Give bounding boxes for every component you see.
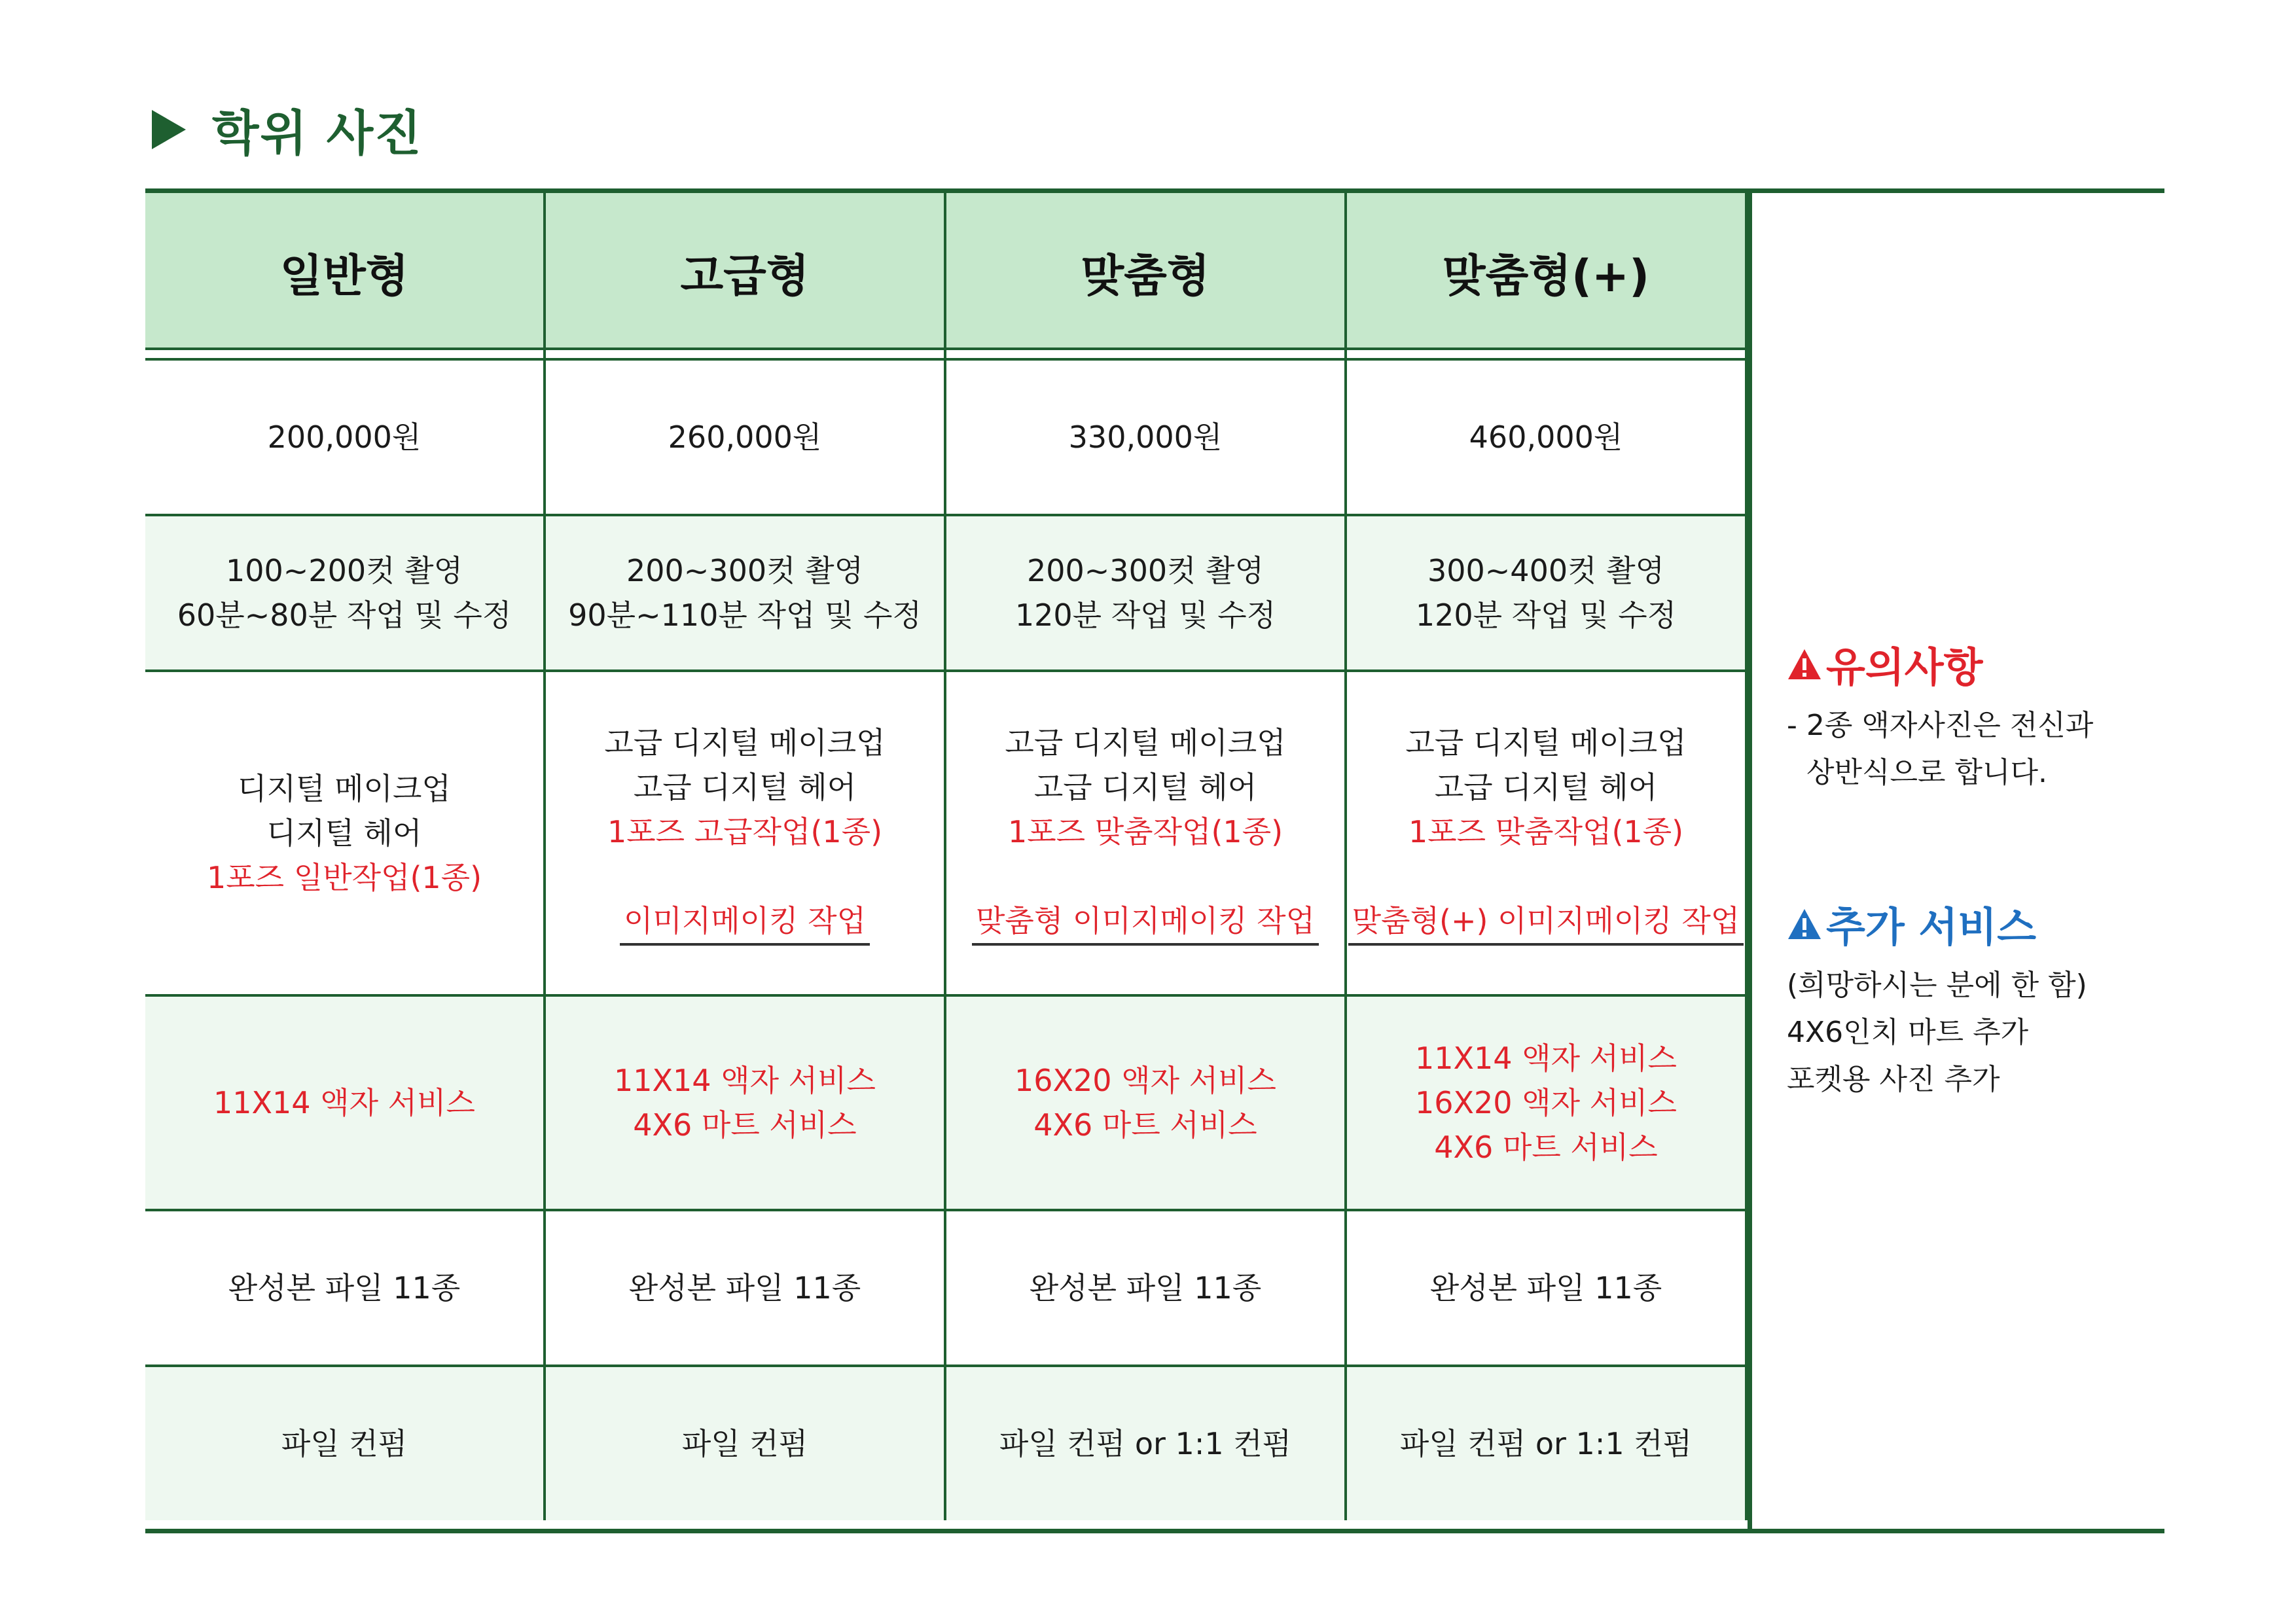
price: 460,000원 (1469, 419, 1623, 455)
pose-work-line: 1포즈 맞춤작업(1종) (1007, 814, 1283, 849)
pricing-table (145, 193, 1748, 1520)
service-item: 11X14 액자 서비스 (613, 1063, 876, 1098)
header-standard (145, 193, 546, 361)
price-cell (946, 361, 1347, 516)
header-premium (546, 193, 946, 361)
page-title (152, 90, 423, 169)
makeup-cell (546, 672, 946, 997)
files-text: 완성본 파일 11종 (1429, 1270, 1662, 1306)
caution-text (1787, 702, 2153, 796)
work-time: 120분 작업 및 수정 (1415, 597, 1677, 633)
price-cell (1347, 361, 1748, 516)
files-text: 완성본 파일 11종 (628, 1270, 861, 1306)
caution-line: 상반식으로 합니다. (1806, 756, 2048, 789)
extra-text (1787, 962, 2153, 1103)
price-cell (546, 361, 946, 516)
makeup-line: 고급 디지털 메이크업 (1005, 725, 1286, 760)
confirm-cell (546, 1367, 946, 1520)
image-making-line: 맞춤형(+) 이미지메이킹 작업 (1348, 901, 1744, 946)
work-time: 90분~110분 작업 및 수정 (568, 597, 922, 633)
confirm-text: 파일 컨펌 (281, 1426, 408, 1461)
pose-work-line: 1포즈 일반작업(1종) (206, 860, 482, 895)
shot-count: 200~300컷 촬영 (626, 553, 864, 588)
price: 330,000원 (1068, 419, 1223, 455)
files-cell (946, 1211, 1347, 1367)
header-custom-plus (1347, 193, 1748, 361)
caution-line: - 2종 액자사진은 전신과 (1787, 709, 2094, 742)
shot-count: 300~400컷 촬영 (1427, 553, 1665, 588)
header-label: 고급형 (680, 251, 810, 302)
service-cell (546, 997, 946, 1211)
table-bottom-border (145, 1529, 2164, 1533)
caution-heading (1787, 635, 2153, 693)
pose-work-line: 1포즈 고급작업(1종) (607, 814, 883, 849)
header-custom (946, 193, 1347, 361)
shooting-cell (946, 516, 1347, 672)
makeup-line: 디지털 메이크업 (238, 771, 451, 806)
service-cell (946, 997, 1347, 1211)
files-text: 완성본 파일 11종 (228, 1270, 461, 1306)
makeup-line: 고급 디지털 메이크업 (604, 725, 886, 760)
files-cell (546, 1211, 946, 1367)
header-label: 맞춤형(+) (1442, 251, 1650, 302)
shot-count: 100~200컷 촬영 (225, 553, 463, 588)
shooting-cell (546, 516, 946, 672)
shot-count: 200~300컷 촬영 (1026, 553, 1265, 588)
caution-title: 유의사항 (1826, 643, 1983, 691)
makeup-cell (946, 672, 1347, 997)
work-time: 60분~80분 작업 및 수정 (177, 597, 512, 633)
hair-line: 고급 디지털 헤어 (1033, 770, 1257, 805)
confirm-text: 파일 컨펌 or 1:1 컨펌 (1399, 1426, 1693, 1461)
service-item: 11X14 액자 서비스 (1414, 1041, 1677, 1076)
service-item: 4X6 마트 서비스 (633, 1107, 857, 1143)
price-cell (145, 361, 546, 516)
service-item: 4X6 마트 서비스 (1033, 1107, 1257, 1143)
makeup-line: 고급 디지털 메이크업 (1405, 725, 1687, 760)
confirm-cell (1347, 1367, 1748, 1520)
notes-divider (1748, 188, 1752, 1533)
service-item: 4X6 마트 서비스 (1434, 1130, 1658, 1165)
confirm-text: 파일 컨펌 (681, 1426, 808, 1461)
files-text: 완성본 파일 11종 (1029, 1270, 1262, 1306)
files-cell (1347, 1211, 1748, 1367)
price: 260,000원 (668, 419, 822, 455)
makeup-cell (145, 672, 546, 997)
confirm-text: 파일 컨펌 or 1:1 컨펌 (999, 1426, 1292, 1461)
hair-line: 디지털 헤어 (266, 815, 422, 851)
extra-line: 포켓용 사진 추가 (1787, 1063, 2000, 1096)
shooting-cell (1347, 516, 1748, 672)
pose-work-line: 1포즈 맞춤작업(1종) (1408, 814, 1684, 849)
files-cell (145, 1211, 546, 1367)
notes-panel (1787, 635, 2153, 1103)
confirm-cell (145, 1367, 546, 1520)
extra-line: 4X6인치 마트 추가 (1787, 1016, 2029, 1049)
service-item: 16X20 액자 서비스 (1014, 1063, 1276, 1098)
header-label: 맞춤형 (1081, 251, 1210, 302)
warning-icon (1787, 648, 1822, 681)
header-label: 일반형 (279, 251, 409, 302)
table-top-border (145, 188, 2164, 193)
extra-title: 추가 서비스 (1826, 903, 2037, 951)
page-title-text: 학위 사진 (212, 105, 423, 162)
extra-heading (1787, 895, 2153, 953)
service-item: 11X14 액자 서비스 (213, 1085, 475, 1120)
makeup-cell (1347, 672, 1748, 997)
work-time: 120분 작업 및 수정 (1014, 597, 1276, 633)
image-making-line: 이미지메이킹 작업 (620, 901, 870, 946)
price: 200,000원 (267, 419, 422, 455)
confirm-cell (946, 1367, 1347, 1520)
warning-icon (1787, 908, 1822, 940)
service-cell (145, 997, 546, 1211)
hair-line: 고급 디지털 헤어 (633, 770, 857, 805)
service-item: 16X20 액자 서비스 (1414, 1085, 1677, 1120)
hair-line: 고급 디지털 헤어 (1434, 770, 1658, 805)
extra-line: (희망하시는 분에 한 함) (1787, 969, 2087, 1002)
image-making-line: 맞춤형 이미지메이킹 작업 (972, 901, 1319, 946)
play-triangle-icon (152, 110, 186, 149)
service-cell (1347, 997, 1748, 1211)
shooting-cell (145, 516, 546, 672)
